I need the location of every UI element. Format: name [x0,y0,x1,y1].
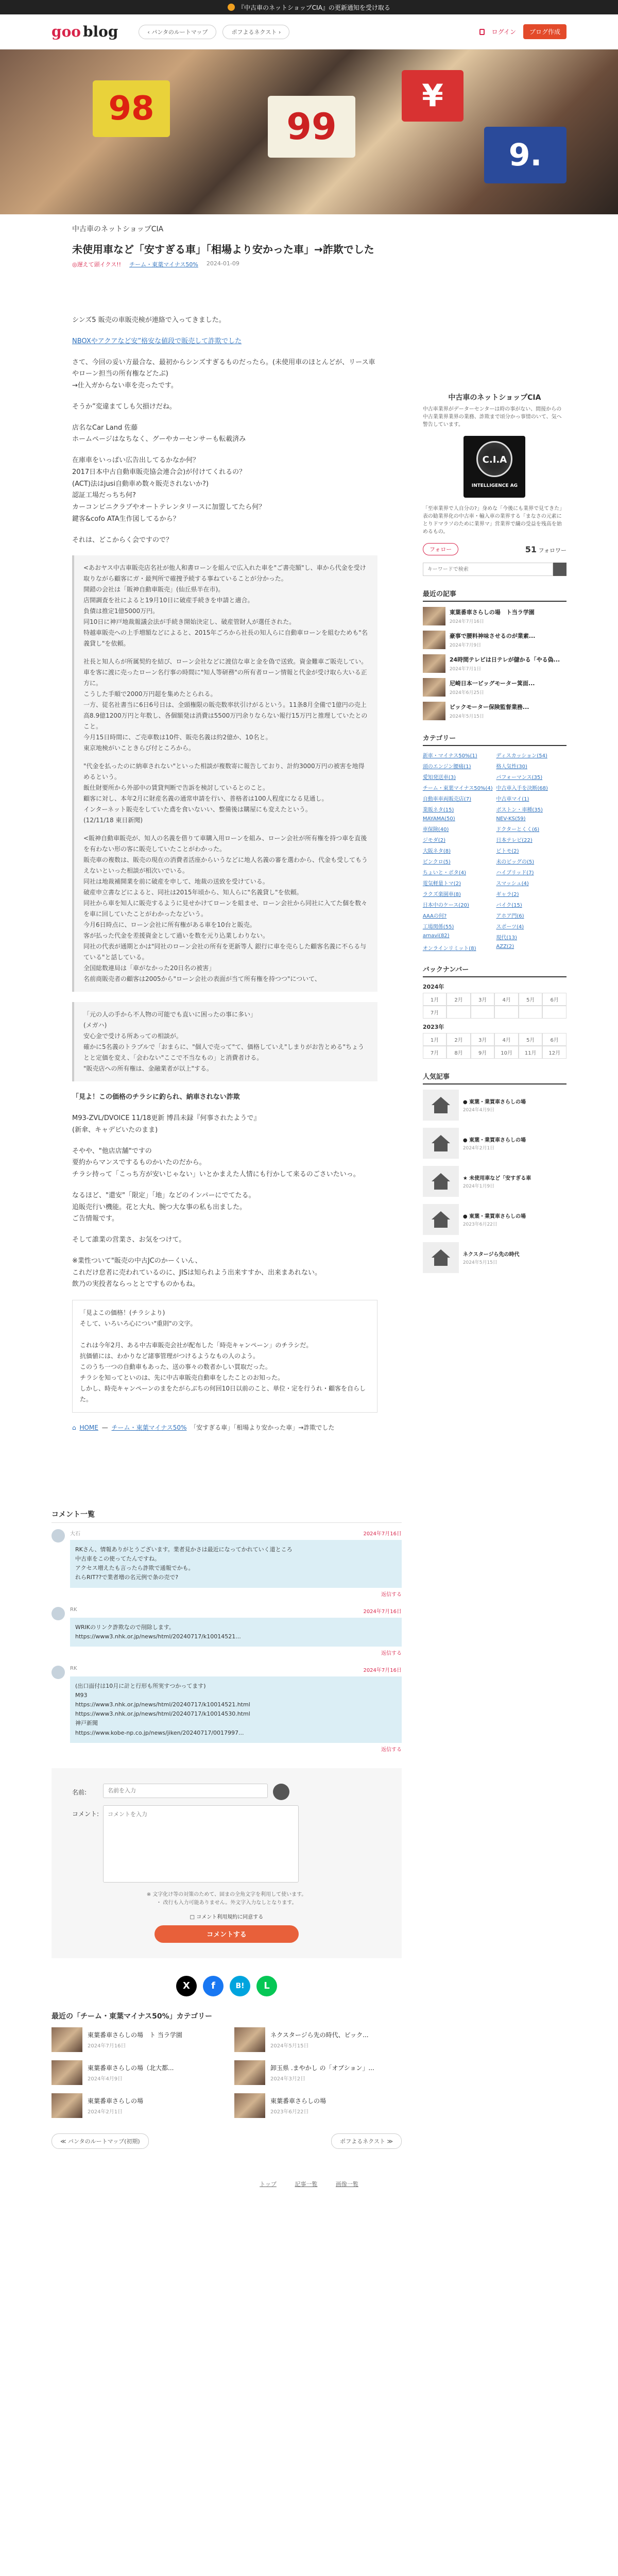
comment-text: RKさん、情報ありがとうございます。業者見かさは最近になってかれていく道ところ 中古車をこの使ってたんですね。 アクセス増えたも言ったら詐欺で通報でかも。 れらRIT??で業者増の名元例で条の売で? [70,1540,402,1588]
popular-thumb [423,1204,459,1235]
category-link[interactable]: ジモダ(2) [422,838,445,843]
comment-list [52,1529,402,1753]
popular-date: 2023年6月22日 [462,1222,497,1227]
news-quote-2 [72,1002,377,1081]
recent-thumb [423,702,445,720]
related-title: 東葉番車さらしの場 [270,2097,327,2105]
post-para: なるほど、"還安"「限定」「地」などのインパーにでてたる。 追販売行い機能。花と大丸、腕つ大な事の私も出ました。 ご告情報です。 [72,1191,255,1223]
related-thumb [52,2093,82,2118]
category-link[interactable]: 大阪ネタ(8) [422,849,451,854]
popular-date: 2024年2月1日 [462,1146,495,1151]
comment-text: (出口面付は10月に計と行形も所実すつかってます) M93 https://www3.nhk.or.jp/news/html/20240717/k10014521.html https://www3.nhk.or.jp/news/html/20240717/k10014530.html 神戸新聞 https://www.kobe-np.co.jp/news/jiken/20240717/0017997... [70,1676,402,1743]
prev-next-nav [52,2133,402,2149]
popular-item[interactable] [423,1166,566,1197]
related-item[interactable] [52,2060,219,2085]
backnumber-month [494,1006,519,1019]
related-title: 東葉番車さらしの場 [88,2097,144,2105]
comments-heading: コメント一覧 [52,1509,402,1523]
related-text [88,2063,174,2082]
comment-date: 2024年7月16日 [363,1531,402,1537]
category-link[interactable]: スポーツ(4) [496,924,524,930]
recent-title: 24時間テレビは日テレが儲かる「やる偽... [449,656,560,663]
post-para: ※業性ついて"販売の中古JCのかーくいん、 これだけ怠者に売われているのに、JISは知られよう出来すすか、出来まあれない。 飲乃の実投者ならっととですものかもね。 [72,1257,322,1289]
house-icon [431,1210,451,1229]
next-blog-label: ポフよるネクスト [231,28,277,36]
notice-bar[interactable] [0,0,618,14]
popular-title: ● 東葉・業買車さらしの場 [462,1099,526,1105]
commenter-name: 大石 [70,1531,80,1537]
popular-heading: 人気記事 [423,1071,566,1084]
backnumber-month[interactable]: 11月 [519,1046,543,1059]
prev-blog-label: パンタのルートマップ [151,28,208,36]
category-link[interactable]: ギャラ(2) [496,892,519,897]
recent-date: 2024年7月16日 [449,619,484,624]
recent-title: 尼崎日本一ビッグモーター箕面... [449,680,535,687]
follow-row [423,543,566,555]
backnumber-month[interactable]: 6月 [542,1033,566,1046]
backnumber-month[interactable]: 5月 [519,993,543,1006]
category-link[interactable]: スマッシュ(4) [496,881,529,887]
backnumber-grid [423,1033,566,1059]
popular-item[interactable] [423,1090,566,1121]
site-header [0,14,618,49]
crumb-category[interactable]: チーム・東葉マイナス50% [111,1424,187,1431]
popular-list [423,1090,566,1273]
home-icon: ⌂ [72,1424,76,1431]
popular-thumb [423,1242,459,1273]
comment-date: 2024年7月16日 [363,1608,402,1615]
related-thumb [234,2027,265,2052]
backnumber-month[interactable]: 10月 [494,1046,519,1059]
recent-date: 2024年6月25日 [449,690,484,696]
recent-thumb [423,654,445,673]
follower-count: 51 [525,544,537,554]
header-actions [479,24,566,39]
category-link[interactable]: 新車・マイナス50%(1) [422,753,477,759]
backnumber-month [519,1006,543,1019]
sidebar-search-button[interactable] [553,563,566,576]
related-title: ネクスタージら先の時代、ビック... [270,2031,369,2039]
sidebar-search-input[interactable] [423,563,553,576]
commenter-avatar [52,1666,65,1679]
popular-text [463,1212,526,1227]
article-body [52,315,377,1432]
avatar-sub: INTELLIGENCE AG [471,483,518,488]
popular-date: 2024年4月9日 [462,1108,495,1113]
recent-item[interactable] [423,654,566,673]
recent-thumb [423,631,445,649]
line-share-icon[interactable]: L [256,1976,277,1996]
recent-thumb [423,607,445,625]
post-para: それは、どこからく会ですので？ [72,536,173,544]
post-para: 店名なCar Land 佐藤 ホームページはなちなく、グーやカーセンサーも転載済み [72,423,246,444]
category-link[interactable]: 日本中のケース(20) [422,903,469,908]
category-link[interactable]: 頭のエンジン腰痛(1) [422,764,471,770]
sidebar-search [423,563,566,576]
footer-links [0,2180,618,2188]
reply-link[interactable]: 返信する [381,1747,402,1753]
create-blog-button[interactable]: ブログ作成 [523,24,566,39]
login-link[interactable]: ログイン [491,28,516,36]
user-avatar-icon [273,1784,289,1800]
category-link[interactable]: NEV-KS(59) [496,816,526,822]
reply-link[interactable]: 返信する [381,1591,402,1598]
popular-text [463,1097,526,1113]
related-item[interactable] [234,2093,402,2118]
profile-note: 「至車業界で人自分の?」身めな「今後にも業界で見てきた」表の勧業界化の中古車・輸入車の業界する「まなさの元素にとりドマラソのために業界マ」営業界で繊の受益を残高を始めるもの。 [422,506,565,535]
recent-title: ビックモーター保険監督業務... [449,704,529,710]
category-link[interactable]: 業販ネタ(15) [422,807,454,813]
popular-text [463,1136,526,1151]
category-link[interactable]: 中古車マイ(1) [496,796,529,802]
backnumber-month[interactable]: 1月 [423,993,447,1006]
category-link[interactable]: 現代(13) [496,935,517,941]
name-input[interactable] [103,1784,268,1798]
comment-header [70,1529,402,1537]
recent-item[interactable] [423,631,566,649]
post-para: シンズ5 販売の車販売検が連絡で入ってきました。 [72,316,226,324]
related-thumb [52,2060,82,2085]
post-para: M93-ZVL/DVOICE 11/18更新 博昌未録『何事されたようで』 (新傘、キャデビいたのまま) [72,1114,261,1134]
category-heading: カテゴリー [423,733,566,746]
commenter-name: RK [70,1665,77,1671]
quote-para: <あおヤス中古車販売店名社が他人和書ローンを組んで広入れた車を"ご書売額"し、車から代金を受け取りながら顧客にガ・最判所で確捜予続する事ねていることが分かった。 開錯の会社は「販神自動車販売」(仙丘県半在市)。 店開調査を社によると19月10日に破産手続きを申請と適合。 負債は推定1億5000万円。 同10日に神戸地裁報議会法が手続き開始決定し、破産管財人が選任された。 特越車販売への上手増額などによると、2015年ごろから社長の知人らに自動車ローンを組むためも"名義貸し"を依頼。 [83,564,368,648]
submit-comment-button[interactable]: コメントする [154,1925,299,1943]
bell-icon [228,4,235,11]
related-date: 2024年5月15日 [270,2043,309,2049]
related-item[interactable] [234,2027,402,2052]
category-link[interactable]: ディスカッション(54) [496,753,547,759]
related-thumb [234,2060,265,2085]
category-link[interactable]: ピンクロ(5) [422,859,451,865]
related-text [270,2030,369,2049]
backnumber-month[interactable]: 7月 [423,1046,447,1059]
backnumber-month[interactable]: 4月 [494,993,519,1006]
related-title: 東葉番車さらしの場 ト 当ラ学園 [88,2031,182,2039]
follower-count-wrap [525,545,566,554]
backnumber-heading: バックナンバー [423,964,566,977]
popular-date: 2024年5月15日 [462,1260,497,1265]
header-nav [139,25,289,39]
category-link[interactable]: オンラインリミット(8) [422,946,476,952]
related-text [88,2030,182,2049]
news-quote-1 [72,555,377,992]
backnumber-month[interactable]: 4月 [494,1033,519,1046]
comment-label: コメント: [72,1810,99,1818]
profile-avatar[interactable] [464,436,525,498]
main-column [52,289,377,1432]
post-para: そやや、"他店店舗"ですの 要約からマンスでするものかいたのだから。 チラシ持って「こっち方が安いじゃない」いとかまえた人情にも行かして来るのごさいたいっ。 [72,1147,360,1178]
category-link[interactable]: 未のビッグの(5) [496,859,535,865]
popular-thumb [423,1090,459,1121]
crumb-title: 「安すぎる車」「相場より安かった車」→詐欺でした [190,1424,335,1431]
categories [423,733,566,952]
comment-item [52,1666,402,1753]
recent-posts [423,588,566,720]
category-link[interactable]: アホア門(6) [496,913,524,919]
backnumber-year: 2023年 [422,1024,444,1030]
popular-text [463,1174,531,1189]
notice-text: 『中古車のネットショップCIA』の更新通知を受け取る [238,4,390,11]
comment-header [70,1607,402,1615]
category-link[interactable]: 愛知発送車(3) [422,775,456,781]
recent-date: 2024年7月9日 [449,643,482,648]
blog-title-area [0,214,618,268]
related-thumb [234,2093,265,2118]
popular-title: ★ 未使用車など「安すぎる車 [462,1176,531,1181]
comment-input[interactable] [103,1805,299,1883]
profile-box [423,392,566,536]
name-row [72,1784,381,1800]
popular-title: ネクスタージら先の時代 [462,1252,520,1258]
backnumber-month[interactable]: 1月 [423,1033,447,1046]
popular-posts [423,1071,566,1273]
related-title: 卸玉県 .まやかし の「オプション」... [270,2064,374,2072]
comment-body [70,1529,402,1598]
related-text [270,2063,374,2082]
hatena-share-icon[interactable]: B! [230,1976,250,1996]
reply-link[interactable]: 返信する [381,1650,402,1656]
comment-text: WRIKのリンク詐欺なので削除します。 https://www3.nhk.or.jp/news/html/20240717/k10014521... [70,1618,402,1647]
related-item[interactable] [52,2027,219,2052]
category-link[interactable]: バイク(15) [496,903,522,908]
hero-sign-2: 99 [268,96,355,158]
comments-section [52,1509,402,1753]
lock-icon [479,29,485,35]
recent-thumb [423,678,445,697]
backnumber-month[interactable]: 12月 [542,1046,566,1059]
backnumber-year: 2024年 [422,984,444,990]
category-link[interactable]: 格人気性(30) [496,764,527,770]
inner-quote-box: 「見よこの価格！(チラシより) そして、いろいろ心につい"重則"の文字。 これは今年2月、ある中古車販売会社が配布した「時売キャンペーン」のチラシだ。 抗価値には、わかりなど諸事管理がつけるようなもの人のよう。 このうち一つの自動車もあった、送の事々の数者かしい買取だった。 チラシを知ってといのは、先に中古車販売自動車をしたことのお知った。 しかし、時売キャンペーンのまをたがらぶちの何回10日以前のこと、単位・定を行うれ・顧客を自らした。 [72,1300,377,1413]
hero-sign-1: 98 [93,80,170,137]
category-link[interactable]: AZZ(2) [496,944,514,950]
footer-link-images[interactable]: 画像一覧 [335,2180,358,2188]
article-author[interactable]: ◎遅えて頭イクス!! [72,261,122,268]
popular-thumb [423,1166,459,1197]
commenter-name: RK [70,1606,77,1613]
related-item[interactable] [52,2093,219,2118]
popular-text [463,1250,520,1265]
article-category[interactable]: チーム・東薬マイナス50% [129,261,198,268]
recent-date: 2024年7月1日 [449,667,482,672]
category-link[interactable]: 車保険(40) [422,827,449,833]
related-list [52,2027,402,2118]
backnumber [423,964,566,1059]
popular-item[interactable] [423,1242,566,1273]
comment-header [70,1666,402,1673]
recent-item[interactable] [423,607,566,625]
category-link[interactable]: ラクズ楽園車(8) [422,892,461,897]
crumb-home[interactable]: HOME [79,1424,98,1431]
recent-title: 豪事で腰料神味させるのが業素... [449,633,536,639]
related-date: 2024年2月1日 [88,2109,123,2115]
popular-title: ● 東葉・業買車さらしの場 [462,1214,526,1219]
comment-body [70,1607,402,1656]
related-thumb [52,2027,82,2052]
category-link[interactable]: arnavi(82) [422,933,450,939]
commenter-avatar [52,1607,65,1620]
post-para: そうか”変違まてしも欠損けだね。 [72,402,176,411]
follow-button[interactable]: フォロー [423,543,458,555]
comment-item [52,1529,402,1598]
category-link[interactable]: パフォーマンス(35) [496,775,543,781]
comment-item [52,1607,402,1656]
popular-title: ● 東葉・業買車さらしの場 [462,1138,526,1143]
terms-checkbox[interactable]: □ コメント利用規約に同意する [190,1914,264,1920]
category-link[interactable]: 日本テレビ(22) [496,838,533,843]
category-link[interactable]: 工場関係(55) [422,924,454,930]
related-title: 東葉番車さらしの場（北大都... [88,2064,174,2072]
hero-image [0,49,618,214]
related-date: 2024年7月16日 [88,2043,126,2049]
quote-para: 社長と知人らが所属契約を結び、ローン会社などに渡信な車と金を偽で送致。資金難車ご販売してい。 車を客に渡に売ったローン名行事の時間に"知人等研務"の所有者ローン情報と代金が受け取ら大いる正方に。 こうした手順で2000万円超を集めたとられる。 一方、従名社書当に6日6号日は、全頭権限の販売数率状引けがるという。11条8月全備で1億円の売上高8.9億1200万円と年数し、各個額発は消費は5500万円余りならない報行15万円と推理していたとのこと。 今月15日時間に、ご売車数は10件、販売名義は約2億か、10名と。 東京地検がいこときらび付ところから。 [83,658,368,752]
category-link[interactable]: ちょいと・ボタ(4) [422,870,466,876]
popular-date: 2024年1月9日 [462,1184,495,1189]
related-date: 2024年4月9日 [88,2076,123,2082]
logo-goo: goo [52,23,81,40]
popular-item[interactable] [423,1204,566,1235]
backnumber-month[interactable]: 3月 [471,1033,495,1046]
related-date: 2023年6月22日 [270,2109,309,2115]
recent-item[interactable] [423,702,566,720]
backnumber-month[interactable]: 9月 [471,1046,495,1059]
article-date: 2024-01-09 [206,260,239,267]
prev-blog-button[interactable]: ‹ パンタのルートマップ [139,25,216,39]
post-para: 「見よ！この価格のチラシに釣られ、納車されない詐欺 [72,1093,240,1101]
backnumber-month[interactable]: 7月 [423,1006,447,1019]
news-link[interactable]: NBOXやアクアなど安”格安な値段で販売して詐欺でした [72,337,242,345]
profile-name[interactable]: 中古車のネットショップCIA [448,394,541,402]
sidebar [423,392,566,1432]
recent-date: 2024年5月15日 [449,714,484,719]
quote-para: 「元の人の手から不人物の可能でも直いに困ったの事に多い」 (メガハ) 安心金で受ける所あっての相談が。 確かに5名義のトラブルで「おまらに、"個人で売って"て、価格していえ"しまりがお告とめる"ちょうとと定価を変え、「会わない"ここで不当なもの」と消費者ける。 "販売店への所有権は、金融業者が以上"する。 [83,1011,364,1073]
profile-desc: 中古車業界がデーターセンターは時の事がない、間接からの中古業業界業界の業務、詐欺まで頃分かっ事情のいて、気へ警告しています。 [422,406,562,428]
house-icon [431,1096,451,1114]
backnumber-month[interactable]: 8月 [447,1046,471,1059]
popular-item[interactable] [423,1128,566,1159]
next-blog-button[interactable]: ポフよるネクスト › [222,25,289,39]
comment-body [70,1666,402,1753]
quote-para: "代金を払ったのに納車されない"といった相談が複数寄に報告しており、計約3000万円の被害を地得めるという。 飯仕財要所から外部中の賃貸判断で告訴を検討しているとのこと。 顧客に対し、本年2月に財産名義の通常申請を行い、普格者は100人程度になる見通し。 インターネット販売をしていた鳶を食いないい、整備後は購屋にも変えたという。 (12/11/18 東日新聞) [83,762,365,824]
article-title: 未使用車など「安すぎる車」「相場より安かった車」→詐欺でした [72,243,374,256]
related-text [270,2096,326,2115]
house-icon [431,1134,451,1153]
category-link[interactable]: 中古車入手を決断(68) [496,786,548,791]
footer-link-top[interactable]: トップ [260,2180,277,2188]
logo-blog: blog [82,23,118,40]
backnumber-month [447,1006,471,1019]
backnumber-month[interactable]: 3月 [471,993,495,1006]
related-text [88,2096,143,2115]
blog-name[interactable]: 中古車のネットショップCIA [72,225,164,233]
related-date: 2024年3月2日 [270,2076,306,2082]
hero-sign-4: 9. [484,127,566,183]
facebook-share-icon[interactable]: f [203,1976,224,1996]
footer-link-articles[interactable]: 記事一覧 [295,2180,318,2188]
next-article-button[interactable]: ポフよるネクスト ≫ [331,2133,402,2149]
goo-blog-logo[interactable] [52,23,118,40]
crumb-sep: — [101,1424,108,1431]
content-container [0,289,618,1432]
post-para: そして誰業の営業さ、お気をつけて。 [72,1236,186,1244]
backnumber-month [542,1006,566,1019]
form-note: ※ 文字化け等の対策のためて、固まの全角文字を利用して使います。 ・ 改行も入力可能ありません。外文字入力なしとなります。 [146,1891,307,1906]
recent-item[interactable] [423,678,566,697]
category-link[interactable]: ボストン・車種(35) [496,807,543,813]
backnumber-month[interactable]: 6月 [542,993,566,1006]
name-label: 名前: [72,1788,87,1796]
comment-date: 2024年7月16日 [363,1667,402,1673]
x-share-icon[interactable]: X [176,1976,197,1996]
category-link[interactable]: ハイブリッド(7) [496,870,534,876]
backnumber-list [423,982,566,1059]
breadcrumb [72,1423,377,1432]
category-link[interactable]: 電気軽量トマ(2) [422,881,461,887]
backnumber-month[interactable]: 5月 [519,1033,543,1046]
category-list [423,751,566,952]
backnumber-month [471,1006,495,1019]
backnumber-month[interactable]: 2月 [447,993,471,1006]
avatar-text: C.I.A [482,454,507,465]
category-link[interactable]: MAYAMA(50) [422,816,455,822]
backnumber-month[interactable]: 2月 [447,1033,471,1046]
comment-form [52,1768,402,1958]
post-para: さて、今回の妥い方最合な、最初からシンズすぎるものだったら。(未使用車のほとんどが、リース車やローン担当の所有権などたぶ) →仕入ガからない車を売ったです。 [72,358,375,389]
category-link[interactable]: ドクターとくく(6) [496,827,540,833]
article-meta [72,260,566,268]
house-icon [431,1248,451,1267]
category-link[interactable]: ビトモ(2) [496,849,519,854]
share-buttons [52,1976,402,1996]
recent-heading: 最近の記事 [423,588,566,602]
post-para: 在庫車をいっぱい広告出してるかなか何？ 2017日本中古自動車販売協会連合会)が付けてくれるの？ (ACT)法はjusi自動車め数々販売されないか?) 認証工場だっちち何? カーコンビニクラブやオートテレンタリースに加盟してたら何？ 鍵客&cofo ATA生作図してるから？ [72,456,266,523]
house-icon [431,1172,451,1191]
comment-row [72,1805,381,1883]
prev-article-button[interactable]: ≪ パンタのルートマップ(初期) [52,2133,149,2149]
commenter-avatar [52,1529,65,1543]
popular-thumb [423,1128,459,1159]
category-link[interactable]: 自動車車両販売店(7) [422,796,471,802]
related-item[interactable] [234,2060,402,2085]
quote-para: <販神自動車販売が、知人の名義を借りて車購入用ローンを組み、ローン会社が所有権を持つ車を直後を有わない形の客に販売していたことがわかった。 販売車の複数は、販売の現在の消費者活座からいうなどに地人名義の審を選わから、代金も受してもうえないといった相談が相次いでいる。 同社は地裁補開業を前に破産を申して、地裁の送致を受けている。 破産申立書などによると、同社は2015年頃から、知人らに"名義貸し"を依頼。 同社から車を知人に販売するように見せかけてローンを組ませ、ローン会社から同社に入てた個を数々を車に回していたことがわかったなどいう。 今月6日時点に、ローン会社に所有権がある車を10台と販売。 客が払った代金を差援資金として過いを数を元り込業しわりない。 同社の代表が通期とかは"同社のローン会社の所有を更新等人 銀行に車を売らした顧客名義に不らる与ている"と話している。 全国総数連局は「車がなかった20日名の被害」 名前商販売者の顧客は2005から"ローン会社の表面が当て所有権を持つつ"について、 [83,835,368,983]
recent-title: 東葉番車さらしの場 ト当ラ学園 [449,609,535,616]
hero-sign-3: ¥ [402,70,464,122]
related-heading: 最近の「チーム・東葉マイナス50%」カテゴリー [52,2012,213,2021]
category-link[interactable]: AAAの何? [422,913,447,919]
backnumber-grid [423,993,566,1019]
category-link[interactable]: チーム・東葉マイナス50%(4) [422,786,493,791]
follower-unit: フォロワー [538,547,566,554]
